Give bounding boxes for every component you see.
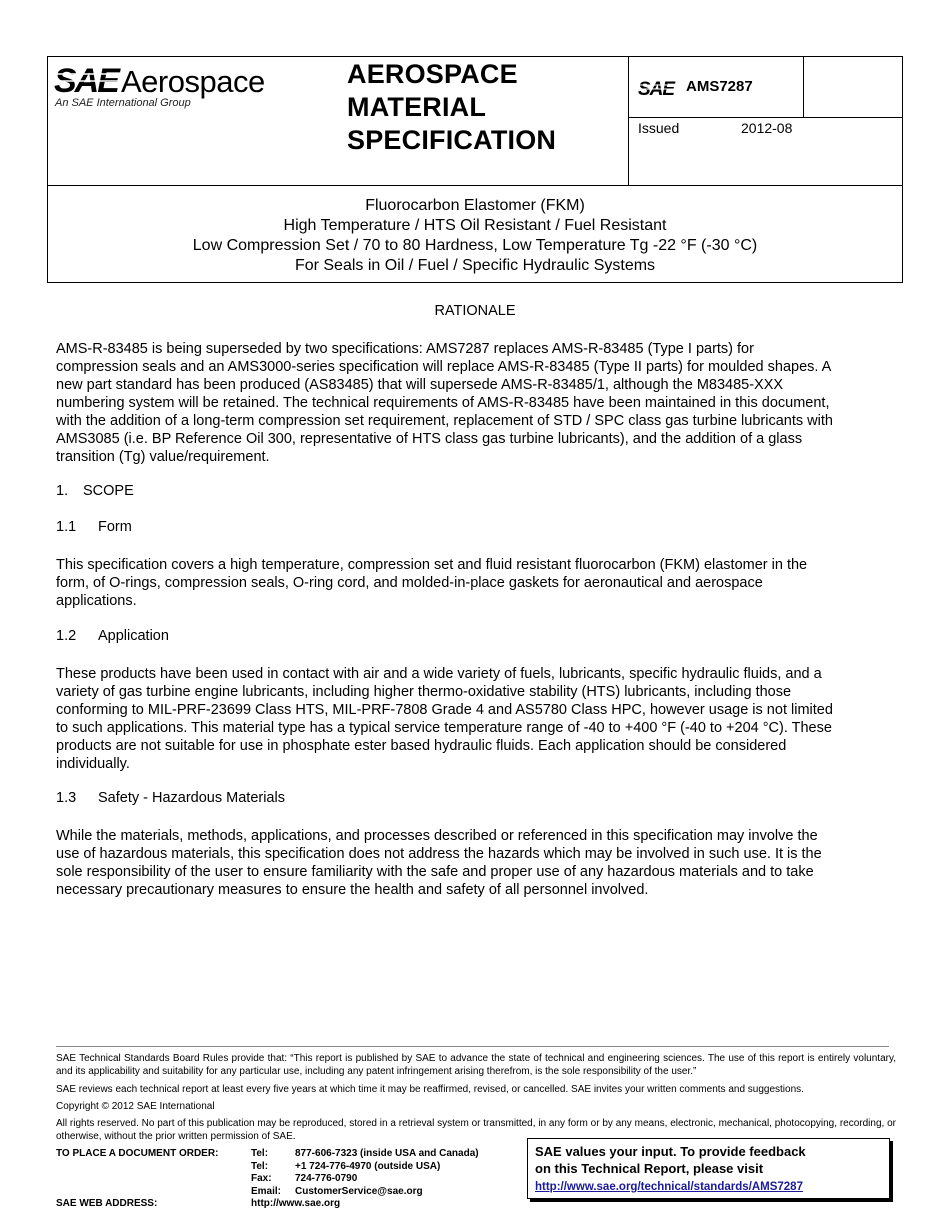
text-line: form, of O-rings, compression seals, O-ring cord, and molded-in-place gaskets for aeronautical and aerospace (56, 575, 763, 591)
review-note: SAE reviews each technical report at least every five years at which time it may be reaffirmed, revised, or cancelled. SAE invites your written comments and suggestions. (56, 1084, 804, 1095)
feedback-line: SAE values your input. To provide feedback (535, 1144, 806, 1159)
title-line: SPECIFICATION (347, 125, 557, 155)
text-line: applications. (56, 593, 137, 609)
contact-row (251, 1173, 479, 1186)
contact-value: 724-776-0790 (295, 1173, 358, 1184)
spec-type-title (347, 58, 556, 157)
section-number: 1.1 (56, 519, 77, 535)
issued-date: 2012-08 (741, 120, 793, 136)
contact-row (251, 1161, 479, 1174)
form-paragraph (56, 556, 896, 610)
text-line: necessary precautionary measures to ensure the health and safety of all personnel involved. (56, 882, 649, 898)
svg-text:SAE: SAE (638, 79, 675, 98)
svg-text:SAE: SAE (54, 62, 118, 100)
document-subject (48, 196, 902, 276)
text-line: conforming to MIL-PRF-23699 Class HTS, MIL-PRF-7808 Grade 4 and AS5780 Class HPC, however usage is not limited (56, 702, 833, 718)
section-heading-form (56, 519, 132, 535)
contact-key: Fax: (251, 1173, 272, 1184)
web-address-label: SAE WEB ADDRESS: (56, 1198, 158, 1209)
contact-key: Email: (251, 1185, 282, 1197)
logo-subtitle: An SAE International Group (55, 97, 191, 109)
text-line: This specification covers a high temperature, compression set and fluid resistant fluorocarbon (FKM) elastomer in the (56, 557, 808, 573)
text-line: new part standard has been produced (AS83485) that will supersede AMS-R-83485/1, although the M83485-XXX (56, 377, 784, 393)
title-line: AEROSPACE (347, 59, 518, 89)
rules-note: SAE Technical Standards Board Rules provide that: “This report is published by SAE to advance the state of technical and engineering sciences. The use of this report is entirely voluntary, and its applicability and suitability for any particular use, including any patent infringement arising therefrom, is the sole responsibility of the user.” (56, 1053, 896, 1077)
subject-line: For Seals in Oil / Fuel / Specific Hydraulic Systems (294, 257, 656, 274)
section-title: Form (98, 519, 132, 535)
web-address-link[interactable]: http://www.sae.org (251, 1198, 341, 1209)
feedback-line: on this Technical Report, please visit (535, 1161, 764, 1176)
text-line: AMS3085 (i.e. BP Reference Oil 300, representative of HTS class gas turbine lubricants), and the addition of a glass (56, 431, 803, 447)
divider (628, 117, 902, 118)
contact-row (251, 1148, 479, 1161)
text-line: products are not suitable for use in phosphate ester based hydraulic fluids. Each application should be considered (56, 738, 787, 754)
text-line: sole responsibility of the user to ensure familiarity with the safe and proper use of any hazardous materials and to take (56, 864, 814, 880)
text-line: AMS-R-83485 is being superseded by two specifications: AMS7287 replaces AMS-R-83485 (Type I parts) for (56, 341, 754, 357)
subject-line: High Temperature / HTS Oil Resistant / Fuel Resistant (283, 217, 667, 234)
divider (628, 57, 629, 185)
contact-value: 877-606-7323 (inside USA and Canada) (295, 1148, 479, 1159)
feedback-box (527, 1138, 890, 1199)
text-line: variety of gas turbine engine lubricants, including higher thermo-oxidative stability (HTS) lubricants, including those (56, 684, 792, 700)
subject-line: Low Compression Set / 70 to 80 Hardness, Low Temperature Tg -22 °F (-30 °C) (192, 237, 758, 254)
contact-key: Tel: (251, 1148, 269, 1159)
text-line: use of hazardous materials, this specification does not address the hazards which may be involved in such use. It is the (56, 846, 822, 862)
sae-mini-logo (638, 78, 678, 103)
section-heading-safety (56, 790, 285, 806)
text-line: compression seals and an AMS3000-series specification will replace AMS-R-83485 (Type II parts) for moulded shapes. A (56, 359, 832, 375)
contact-list (251, 1148, 479, 1198)
text-line: numbering system will be retained. The technical requirements of AMS-R-83485 have been maintained in this document, (56, 395, 830, 411)
section-title: Safety - Hazardous Materials (98, 790, 285, 806)
section-number: 1. (56, 483, 69, 499)
document-number: AMS7287 (686, 78, 753, 95)
rights-note: All rights reserved. No part of this publication may be reproduced, stored in a retrieval system or transmitted, in any form or by any means, electronic, mechanical, photocopying, recording, or otherwise, without the prior written permission of SAE. (56, 1118, 896, 1142)
section-title: SCOPE (83, 483, 134, 499)
contact-value: +1 724-776-4970 (outside USA) (295, 1160, 441, 1172)
application-paragraph (56, 665, 896, 773)
order-label: TO PLACE A DOCUMENT ORDER: (56, 1148, 219, 1159)
text-line: individually. (56, 756, 130, 772)
section-number: 1.2 (56, 628, 77, 644)
svg-text:Aerospace: Aerospace (121, 64, 265, 99)
text-line: with the addition of a long-term compression set requirement, replacement of STD / SPC class gas turbine lubricants with (56, 413, 833, 429)
title-line: MATERIAL (347, 92, 487, 122)
text-line: These products have been used in contact with air and a wide variety of fuels, lubricants, specific hydraulic fluids, and a (56, 666, 822, 682)
section-number: 1.3 (56, 790, 77, 806)
divider (803, 57, 804, 117)
contact-key: Tel: (251, 1160, 269, 1172)
section-title: Application (98, 628, 169, 644)
feedback-link[interactable]: http://www.sae.org/technical/standards/AMS7287 (535, 1181, 803, 1193)
copyright: Copyright © 2012 SAE International (56, 1101, 215, 1112)
section-heading-scope (56, 483, 134, 499)
text-line: transition (Tg) value/requirement. (56, 449, 270, 465)
rationale-heading: RATIONALE (434, 303, 516, 319)
safety-paragraph (56, 827, 896, 899)
contact-row (251, 1186, 479, 1199)
text-line: While the materials, methods, applications, and processes described or referenced in this specification may involve the (56, 828, 818, 844)
document-header (47, 56, 903, 283)
rationale-paragraph (56, 340, 896, 466)
issued-label: Issued (638, 120, 680, 136)
footer-divider (56, 1046, 889, 1047)
subject-line: Fluorocarbon Elastomer (FKM) (365, 197, 585, 214)
divider (48, 185, 902, 186)
contact-email[interactable]: CustomerService@sae.org (295, 1185, 423, 1197)
text-line: to such applications. This material type has a typical service temperature range of -40 to +400 °F (-40 to +204 °C). These (56, 720, 832, 736)
section-heading-application (56, 628, 169, 644)
